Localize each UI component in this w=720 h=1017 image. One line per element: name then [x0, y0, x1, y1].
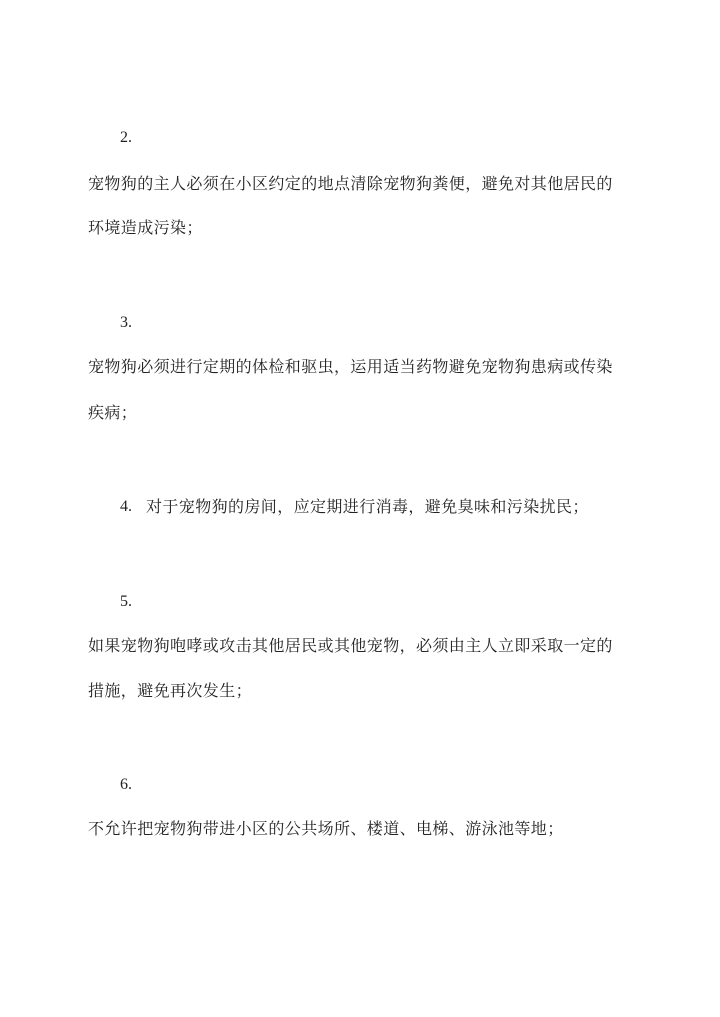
item-4-number: 4. [120, 498, 132, 515]
item-2-text-line-2: 环境造成污染； [88, 218, 203, 237]
item-5-text-line-1: 如果宠物狗咆哮或攻击其他居民或其他宠物，必须由主人立即采取一定的 [88, 636, 613, 655]
item-3-number: 3. [120, 314, 132, 331]
item-6-number: 6. [120, 776, 132, 793]
item-2-text-line-1: 宠物狗的主人必须在小区约定的地点清除宠物狗粪便，避免对其他居民的 [88, 174, 613, 193]
item-3-text-line-1: 宠物狗必须进行定期的体检和驱虫，运用适当药物避免宠物狗患病或传染 [88, 357, 613, 376]
item-5-text-line-2: 措施，避免再次发生； [88, 681, 253, 700]
item-4-text: 对于宠物狗的房间，应定期进行消毒，避免臭味和污染扰民； [146, 497, 589, 516]
item-3-text-line-2: 疾病； [88, 403, 138, 422]
item-2-number: 2. [120, 129, 132, 146]
item-6-text-line-1: 不允许把宠物狗带进小区的公共场所、楼道、电梯、游泳池等地； [88, 819, 564, 838]
item-5-number: 5. [120, 593, 132, 610]
